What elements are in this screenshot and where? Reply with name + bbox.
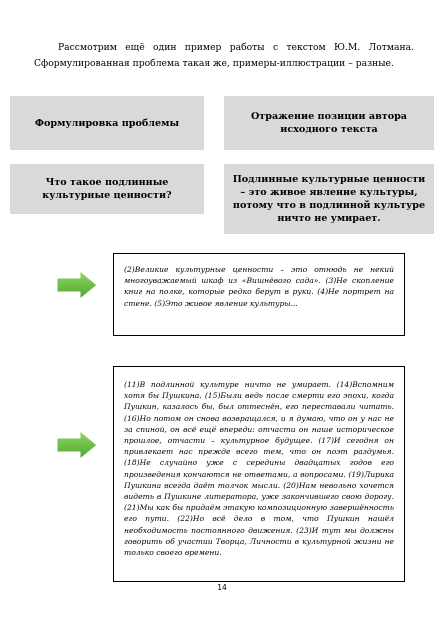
green-arrow-right-icon bbox=[56, 430, 98, 460]
quote-box-1: (2)Великие культурные ценности – это отнюдь не некий многоуважаемый шкаф из «Вишнёвого сада». (3)Не скопление книг на полке, которые редко берут в руки. (4)Не портрет на стене. (5)Это живое явление культуры... bbox=[113, 253, 405, 336]
table-header-author-position bbox=[224, 96, 434, 150]
table-cell-author-position-text: Подлинные культурные ценности – это живое явление культуры, потому что в подлинной культуре ничто не умирает. bbox=[232, 174, 426, 224]
table-header-problem-text: Формулировка проблемы bbox=[34, 117, 180, 129]
table-cell-problem-text: Что такое подлинные культурные ценности? bbox=[42, 177, 172, 201]
green-arrow-right-icon bbox=[56, 270, 98, 300]
table-header-problem bbox=[10, 96, 204, 150]
table-cell-author-position bbox=[224, 164, 434, 234]
table-cell-problem bbox=[10, 164, 204, 214]
page-number: 14 bbox=[217, 583, 227, 592]
intro-paragraph: Рассмотрим ещё один пример работы с текстом Ю.М. Лотмана. Сформулированная проблема такая же, примеры-иллюстрации – разные. bbox=[34, 42, 414, 69]
quote-box-2: (11)В подлинной культуре ничто не умирает. (14)Вспомним хотя бы Пушкина. (15)Были ведь после смерти его эпохи, когда Пушкин, казалось бы, был оттеснён, его переставали читать. (16)Но потом он снова возвращался, и я думаю, что он у нас не за спиной, он всё ещё впереди: отчасти он наше историческое прошлое, отчасти – культурное будущее. (17)И сегодня он привлекает нас прежде всего тем, что он поэт раздумья. (18)Не случайно уже с середины двадцатых годов его произведения кончаются не ответами, а вопросами. (19)Лирика Пушкина всегда даёт толчок мысли. (20)Нам невольно хочется видеть в Пушкине литератора, уже закончившего свою дорогу. (21)Мы как бы придаём этакую композиционную завершённость его пути. (22)Но всё дело в том, что Пушкин нашёл необходимость постоянного движения. (23)И тут мы должны говорить об участии Творца, Личности в культурной жизни не только своего времени. bbox=[113, 366, 405, 582]
table-header-author-position-text: Отражение позиции автора исходного текста bbox=[250, 111, 408, 135]
